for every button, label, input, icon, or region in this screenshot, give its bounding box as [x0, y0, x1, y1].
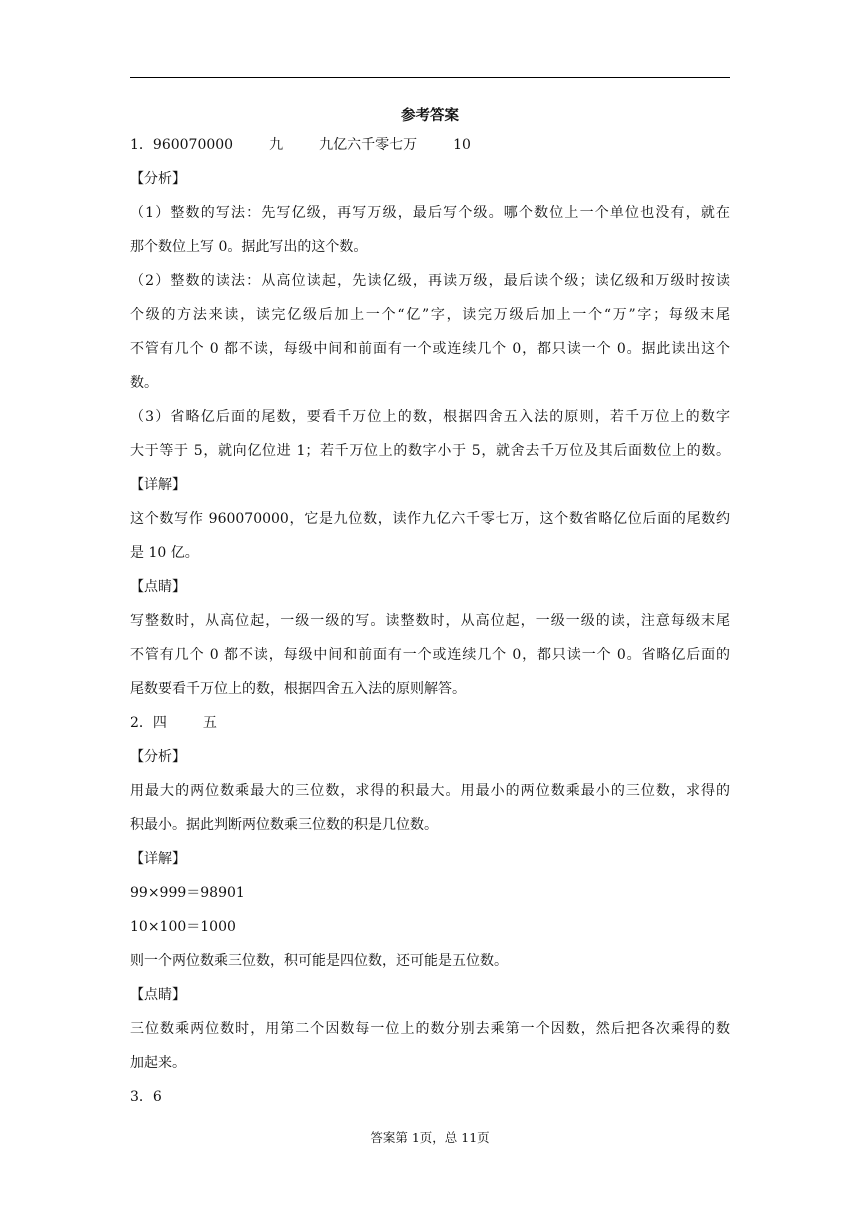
q2-detail-heading: 【详解】: [130, 851, 186, 867]
q1-answer-2: 九: [269, 137, 284, 153]
q3-answer-line: [130, 1080, 730, 1114]
q1-answer-3: 九亿六千零七万: [319, 137, 418, 153]
q1-detail-line: 这个数写作 960070000，它是九位数，读作九亿六千零七万，这个数省略亿位后面的尾数约: [130, 511, 730, 527]
q1-point-line: 尾数要看千万位上的数，根据四舍五入法的原则解答。: [130, 681, 466, 697]
q2-answer-line: [130, 706, 730, 740]
page-title: 参考答案: [401, 108, 459, 124]
q1-point-line: 不管有几个 0 都不读，每级中间和前面有一个或连续几个 0，都只读一个 0。省略亿后面的: [130, 647, 730, 663]
q1-answer-1: 960070000: [152, 137, 234, 153]
q1-analysis-heading: 【分析】: [130, 171, 186, 187]
q1-detail-line: 是 10 亿。: [130, 545, 199, 561]
q2-detail-line: 99×999＝98901: [130, 885, 245, 901]
q2-analysis-line: 用最大的两位数乘最大的三位数，求得的积最大。用最小的两位数乘最小的三位数，求得的: [130, 783, 730, 799]
q3-answer-1: 6: [152, 1089, 162, 1105]
header-rule: [130, 77, 730, 78]
q2-detail-line: 则一个两位数乘三位数，积可能是四位数，还可能是五位数。: [130, 953, 508, 969]
q1-analysis-line: （1）整数的写法：先写亿级，再写万级，最后写个级。哪个数位上一个单位也没有，就在: [130, 205, 730, 221]
q1-analysis-line: 数。: [130, 375, 158, 391]
q1-answer-line: [130, 128, 730, 162]
q1-detail-heading: 【详解】: [130, 477, 186, 493]
q1-point-line: 写整数时，从高位起，一级一级的写。读整数时，从高位起，一级一级的读，注意每级末尾: [130, 613, 730, 629]
q1-point-heading: 【点睛】: [130, 579, 186, 595]
q2-point-line: 三位数乘两位数时，用第二个因数每一位上的数分别去乘第一个因数，然后把各次乘得的数: [130, 1021, 730, 1037]
q1-answer-4: 10: [453, 137, 471, 153]
q1-analysis-line: 不管有几个 0 都不读，每级中间和前面有一个或连续几个 0，都只读一个 0。据此读出这个: [130, 341, 730, 357]
q2-answer-2: 五: [202, 715, 217, 731]
q1-analysis-line: 那个数位上写 0。据此写出的这个数。: [130, 239, 368, 255]
q3-number: 3．: [130, 1089, 153, 1105]
q2-analysis-heading: 【分析】: [130, 749, 186, 765]
q1-number: 1．: [130, 137, 153, 153]
q2-point-line: 加起来。: [130, 1055, 186, 1071]
q2-point-heading: 【点睛】: [130, 987, 186, 1003]
q2-answer-1: 四: [152, 715, 167, 731]
q1-analysis-line: （2）整数的读法：从高位读起，先读亿级，再读万级，最后读个级；读亿级和万级时按读: [130, 273, 730, 289]
q1-analysis-line: （3）省略亿后面的尾数，要看千万位上的数，根据四舍五入法的原则，若千万位上的数字: [130, 409, 730, 425]
q1-analysis-line: 大于等于 5，就向亿位进 1；若千万位上的数字小于 5，就舍去千万位及其后面数位上的数。: [130, 443, 730, 459]
q2-detail-line: 10×100＝1000: [130, 919, 236, 935]
q1-analysis-line: 个级的方法来读，读完亿级后加上一个“亿”字，读完万级后加上一个“万”字；每级末尾: [130, 307, 730, 323]
answer-content: [130, 128, 730, 1114]
q2-analysis-line: 积最小。据此判断两位数乘三位数的积是几位数。: [130, 817, 438, 833]
q2-number: 2．: [130, 715, 153, 731]
page-footer: 答案第 1页，总 11页: [370, 1130, 490, 1145]
